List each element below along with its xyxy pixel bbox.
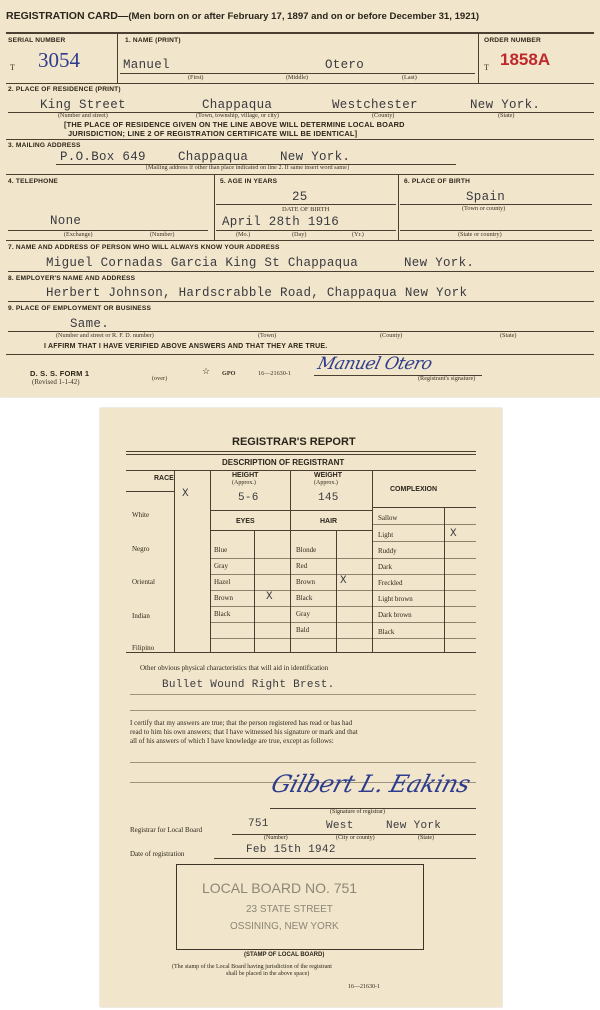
age-value: 25 xyxy=(292,190,308,204)
certify-line-2: read to him his own answers; that I have witnessed his signature or mark and that xyxy=(130,728,358,736)
card-title-qualifier: (Men born on or after February 17, 1897 and on or before December 31, 1921) xyxy=(128,11,480,22)
emp-sub-state: (State) xyxy=(500,332,517,339)
mailing-town: Chappaqua xyxy=(178,150,249,164)
race-indian: Indian xyxy=(132,612,150,620)
res-sub-state: (State) xyxy=(498,112,515,119)
birth-sub-town: (Town or county) xyxy=(462,205,506,212)
stamp-line-1: LOCAL BOARD NO. 751 xyxy=(202,880,358,896)
eyes-brown: Brown xyxy=(214,594,234,602)
name-sub-first: (First) xyxy=(188,74,204,81)
over-note: (over) xyxy=(152,375,168,382)
complexion-dark-brown: Dark brown xyxy=(378,611,412,619)
stamp-note-1: (The stamp of the Local Board having jurisdiction of the registrant xyxy=(172,964,332,970)
contact-label: 7. NAME AND ADDRESS OF PERSON WHO WILL ALWAYS KNOW YOUR ADDRESS xyxy=(8,244,280,251)
complexion-freckled: Freckled xyxy=(378,579,403,587)
registrar-sig-sub: (Signature of registrar) xyxy=(330,809,385,815)
form-id: D. S. S. FORM 1 xyxy=(30,369,90,378)
residence-label: 2. PLACE OF RESIDENCE (PRINT) xyxy=(8,86,121,93)
birth-sub-state: (State or country) xyxy=(458,231,502,238)
emp-sub-county: (County) xyxy=(380,332,403,339)
lb-sub-state: (State) xyxy=(418,835,434,841)
complexion-light-brown: Light brown xyxy=(378,595,413,603)
registrant-sig-sub: (Registrant's signature) xyxy=(418,375,476,382)
date-of-registration-label: Date of registration xyxy=(130,850,185,858)
complexion-light-mark: X xyxy=(450,528,457,540)
race-filipino: Filipino xyxy=(132,644,155,652)
height-approx: (Approx.) xyxy=(232,480,256,486)
contact-state: New York. xyxy=(404,256,475,270)
hair-gray: Gray xyxy=(296,610,310,618)
tel-sub-number: (Number) xyxy=(150,231,175,238)
eyes-brown-mark: X xyxy=(266,591,273,603)
registrar-signature: Gilbert L. Eakins xyxy=(267,770,474,798)
complexion-black: Black xyxy=(378,628,395,636)
emp-sub-street: (Number and street or R. F. D. number) xyxy=(56,332,154,339)
race-header: RACE xyxy=(154,475,174,482)
height-value: 5-6 xyxy=(238,492,259,504)
order-number-label: ORDER NUMBER xyxy=(484,37,541,44)
mailing-address-label: 3. MAILING ADDRESS xyxy=(8,142,81,149)
dob-label: DATE OF BIRTH xyxy=(282,206,330,213)
registrant-signature: Manuel Otero xyxy=(315,354,435,374)
race-white: White xyxy=(132,511,150,519)
birthplace-value: Spain xyxy=(466,190,506,204)
first-name: Manuel xyxy=(123,58,170,72)
dob-sub-yr: (Yr.) xyxy=(352,231,364,238)
stamp-note-2: shall be placed in the above space) xyxy=(226,971,310,977)
mailing-sub: [Mailing address if other than place indicated on line 2. If same insert word same] xyxy=(146,164,349,171)
hair-black: Black xyxy=(296,594,313,602)
res-sub-street: (Number and street) xyxy=(58,112,108,119)
complexion-dark: Dark xyxy=(378,563,392,571)
local-board-number: 751 xyxy=(248,818,269,830)
employment-value: Same. xyxy=(70,317,110,331)
certify-line-1: I certify that my answers are true; that the person registered has read or has had xyxy=(130,719,353,727)
height-header: HEIGHT xyxy=(232,472,259,479)
eyes-header: EYES xyxy=(236,518,255,525)
local-board-label: Registrar for Local Board xyxy=(130,826,203,834)
emp-sub-town: (Town) xyxy=(258,332,277,339)
local-board-city: West xyxy=(326,820,354,832)
certify-line-3: all of his answers of which I have knowledge are true, except as follows: xyxy=(130,737,334,745)
order-prefix: T xyxy=(484,63,489,72)
eyes-black: Black xyxy=(214,610,231,618)
gpo-mark: GPO xyxy=(222,370,236,377)
eyes-gray: Gray xyxy=(214,562,228,570)
employment-label: 9. PLACE OF EMPLOYMENT OR BUSINESS xyxy=(8,305,152,312)
last-name: Otero xyxy=(325,58,365,72)
stamp-line-3: OSSINING, NEW YORK xyxy=(230,921,339,932)
hair-header: HAIR xyxy=(320,518,338,525)
telephone-value: None xyxy=(50,214,82,228)
other-characteristics-label: Other obvious physical characteristics that will aid in identification xyxy=(140,664,329,672)
hair-brown: Brown xyxy=(296,578,316,586)
star-icon: ☆ xyxy=(202,366,211,376)
telephone-label: 4. TELEPHONE xyxy=(8,178,59,185)
complexion-ruddy: Ruddy xyxy=(378,547,397,555)
hair-blonde: Blonde xyxy=(296,546,317,554)
back-form-code: 16—21630-1 xyxy=(348,984,380,990)
order-number-value: 1858A xyxy=(500,50,551,69)
form-revision: (Revised 1-1-42) xyxy=(32,378,80,386)
employer-label: 8. EMPLOYER'S NAME AND ADDRESS xyxy=(8,275,136,282)
birthplace-label: 6. PLACE OF BIRTH xyxy=(404,178,471,185)
residence-state: New York. xyxy=(470,98,541,112)
employer-value: Herbert Johnson, Hardscrabble Road, Chappaqua New York xyxy=(46,286,468,300)
registration-card-front xyxy=(0,0,600,397)
complexion-header: COMPLEXION xyxy=(390,486,438,493)
registration-card-back xyxy=(100,408,502,1007)
complexion-sallow: Sallow xyxy=(378,514,398,522)
affirm-text: I AFFIRM THAT I HAVE VERIFIED ABOVE ANSWERS AND THAT THEY ARE TRUE. xyxy=(44,343,328,350)
lb-sub-number: (Number) xyxy=(264,835,288,841)
residence-town: Chappaqua xyxy=(202,98,273,112)
stamp-line-2: 23 STATE STREET xyxy=(246,904,333,915)
eyes-blue: Blue xyxy=(214,546,228,554)
stamp-caption: (STAMP OF LOCAL BOARD) xyxy=(244,952,325,958)
gpo-code: 16—21630-1 xyxy=(258,370,291,377)
dob-value: April 28th 1916 xyxy=(222,215,340,229)
local-board-state: New York xyxy=(386,820,442,832)
weight-approx: (Approx.) xyxy=(314,480,338,486)
registrar-report-title: REGISTRAR'S REPORT xyxy=(232,436,356,448)
weight-header: WEIGHT xyxy=(314,472,342,479)
residence-street: King Street xyxy=(40,98,126,112)
serial-number-label: SERIAL NUMBER xyxy=(8,37,66,44)
eyes-hazel: Hazel xyxy=(214,578,231,586)
mailing-box: P.O.Box 649 xyxy=(60,150,146,164)
race-oriental: Oriental xyxy=(132,578,155,586)
mailing-state: New York. xyxy=(280,150,351,164)
name-sub-last: (Last) xyxy=(402,74,417,81)
res-sub-county: (County) xyxy=(372,112,395,119)
age-label: 5. AGE IN YEARS xyxy=(220,178,278,185)
card-title xyxy=(6,10,479,22)
dob-sub-mo: (Mo.) xyxy=(236,231,251,238)
dob-sub-day: (Day) xyxy=(292,231,307,238)
contact-value: Miguel Cornadas Garcia King St Chappaqua xyxy=(46,256,359,270)
description-title: DESCRIPTION OF REGISTRANT xyxy=(222,458,345,467)
name-label: 1. NAME (PRINT) xyxy=(125,37,181,44)
race-white-mark: X xyxy=(182,488,189,500)
date-of-registration-value: Feb 15th 1942 xyxy=(246,844,336,856)
tel-sub-exchange: (Exchange) xyxy=(64,231,93,238)
race-negro: Negro xyxy=(132,545,150,553)
residence-note-2: JURISDICTION; LINE 2 OF REGISTRATION CERTIFICATE WILL BE IDENTICAL] xyxy=(68,129,358,138)
complexion-light: Light xyxy=(378,531,394,539)
residence-county: Westchester xyxy=(332,98,418,112)
weight-value: 145 xyxy=(318,492,339,504)
lb-sub-city: (City or county) xyxy=(336,835,375,841)
card-title-main: REGISTRATION CARD— xyxy=(6,10,129,22)
name-sub-middle: (Middle) xyxy=(286,74,308,81)
serial-prefix: T xyxy=(10,63,15,72)
hair-red: Red xyxy=(296,562,308,570)
res-sub-town: (Town, township, village, or city) xyxy=(196,112,279,119)
hair-brown-mark: X xyxy=(340,575,347,587)
hair-bald: Bald xyxy=(296,626,310,634)
other-characteristics-value: Bullet Wound Right Brest. xyxy=(162,679,335,691)
serial-number-value: 3054 xyxy=(38,48,80,72)
residence-note-1: [THE PLACE OF RESIDENCE GIVEN ON THE LINE ABOVE WILL DETERMINE LOCAL BOARD xyxy=(64,120,405,129)
